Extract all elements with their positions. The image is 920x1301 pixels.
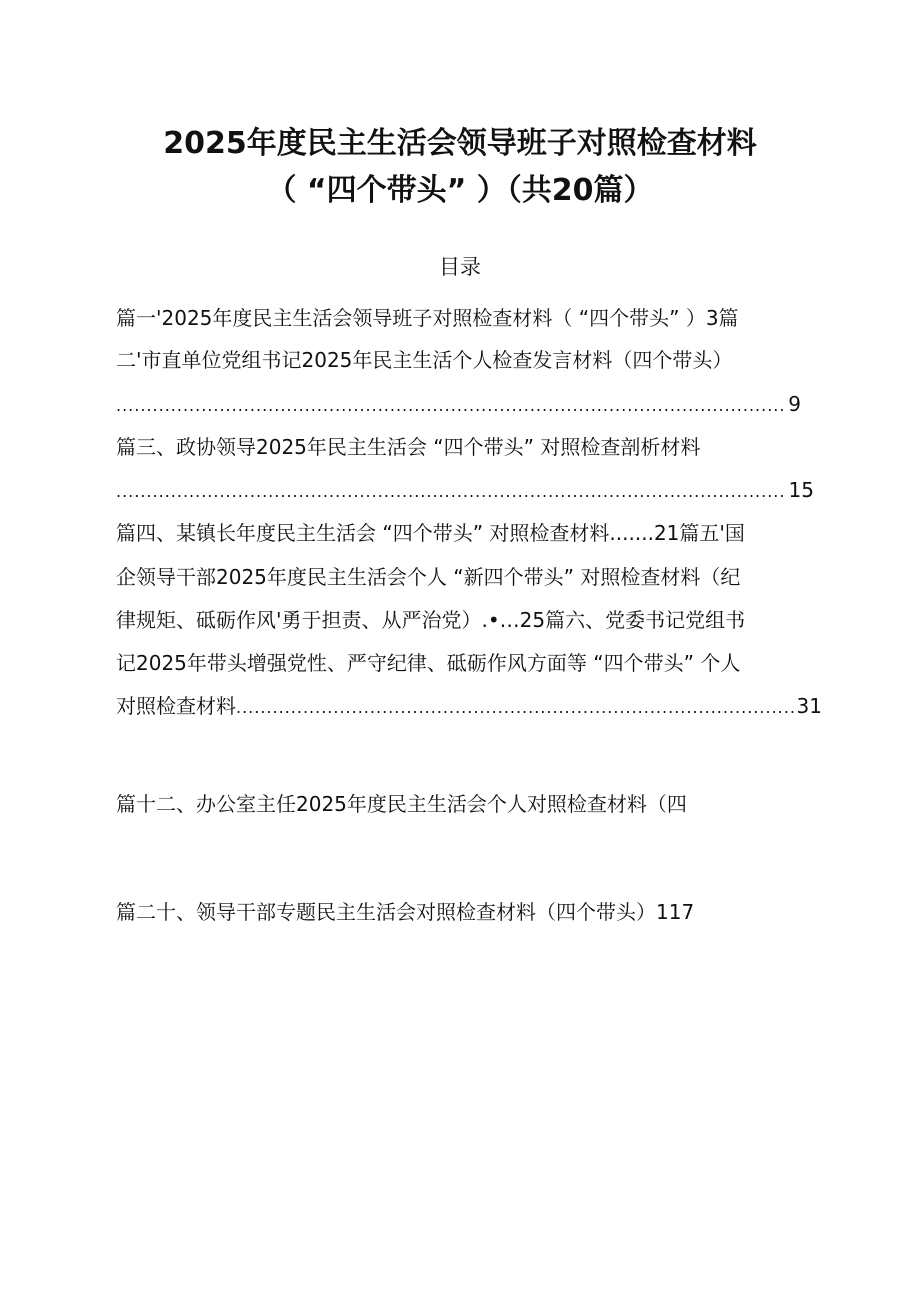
page-number: 31	[796, 694, 822, 718]
toc-heading: 目录	[439, 255, 481, 279]
dot-leader	[116, 391, 786, 421]
toc-entry-4[interactable]: 篇四、某镇长年度民主生活会 “四个带头” 对照检查材料.......21篇五'国	[116, 521, 745, 545]
toc-entry-2[interactable]: 二'市直单位党组书记2025年民主生活个人检查发言材料（四个带头）	[116, 348, 733, 372]
document-title-line-1: 2025年度民主生活会领导班子对照检查材料	[163, 126, 757, 161]
document-title-line-2: （ “四个带头” ）（共20篇）	[266, 173, 654, 208]
dot-leader	[116, 477, 787, 507]
toc-entry-5[interactable]: 企领导干部2025年度民主生活会个人 “新四个带头” 对照检查材料（纪	[116, 565, 741, 589]
dot-leader	[236, 693, 795, 723]
toc-entry-3-leader[interactable]	[116, 475, 814, 507]
toc-entry-20[interactable]: 篇二十、领导干部专题民主生活会对照检查材料（四个带头）117	[116, 900, 695, 924]
toc-entry-1[interactable]: 篇一'2025年度民主生活会领导班子对照检查材料（ “四个带头” ）3篇	[116, 306, 739, 330]
page-number: 9	[788, 392, 801, 416]
toc-entry-6-tail: 对照检查材料	[116, 694, 236, 718]
toc-entry-6-leader[interactable]	[116, 691, 822, 723]
toc-entry-12[interactable]: 篇十二、办公室主任2025年度民主生活会个人对照检查材料（四	[116, 792, 687, 816]
toc-entry-5-cont[interactable]: 律规矩、砥砺作风'勇于担责、从严治党）.•…25篇六、党委书记党组书	[116, 608, 746, 632]
toc-entry-3[interactable]: 篇三、政协领导2025年民主生活会 “四个带头” 对照检查剖析材料	[116, 435, 701, 459]
toc-entry-6[interactable]: 记2025年带头增强党性、严守纪律、砥砺作风方面等 “四个带头” 个人	[116, 651, 741, 675]
toc-entry-2-leader[interactable]	[116, 389, 801, 421]
page-number: 15	[788, 478, 814, 502]
